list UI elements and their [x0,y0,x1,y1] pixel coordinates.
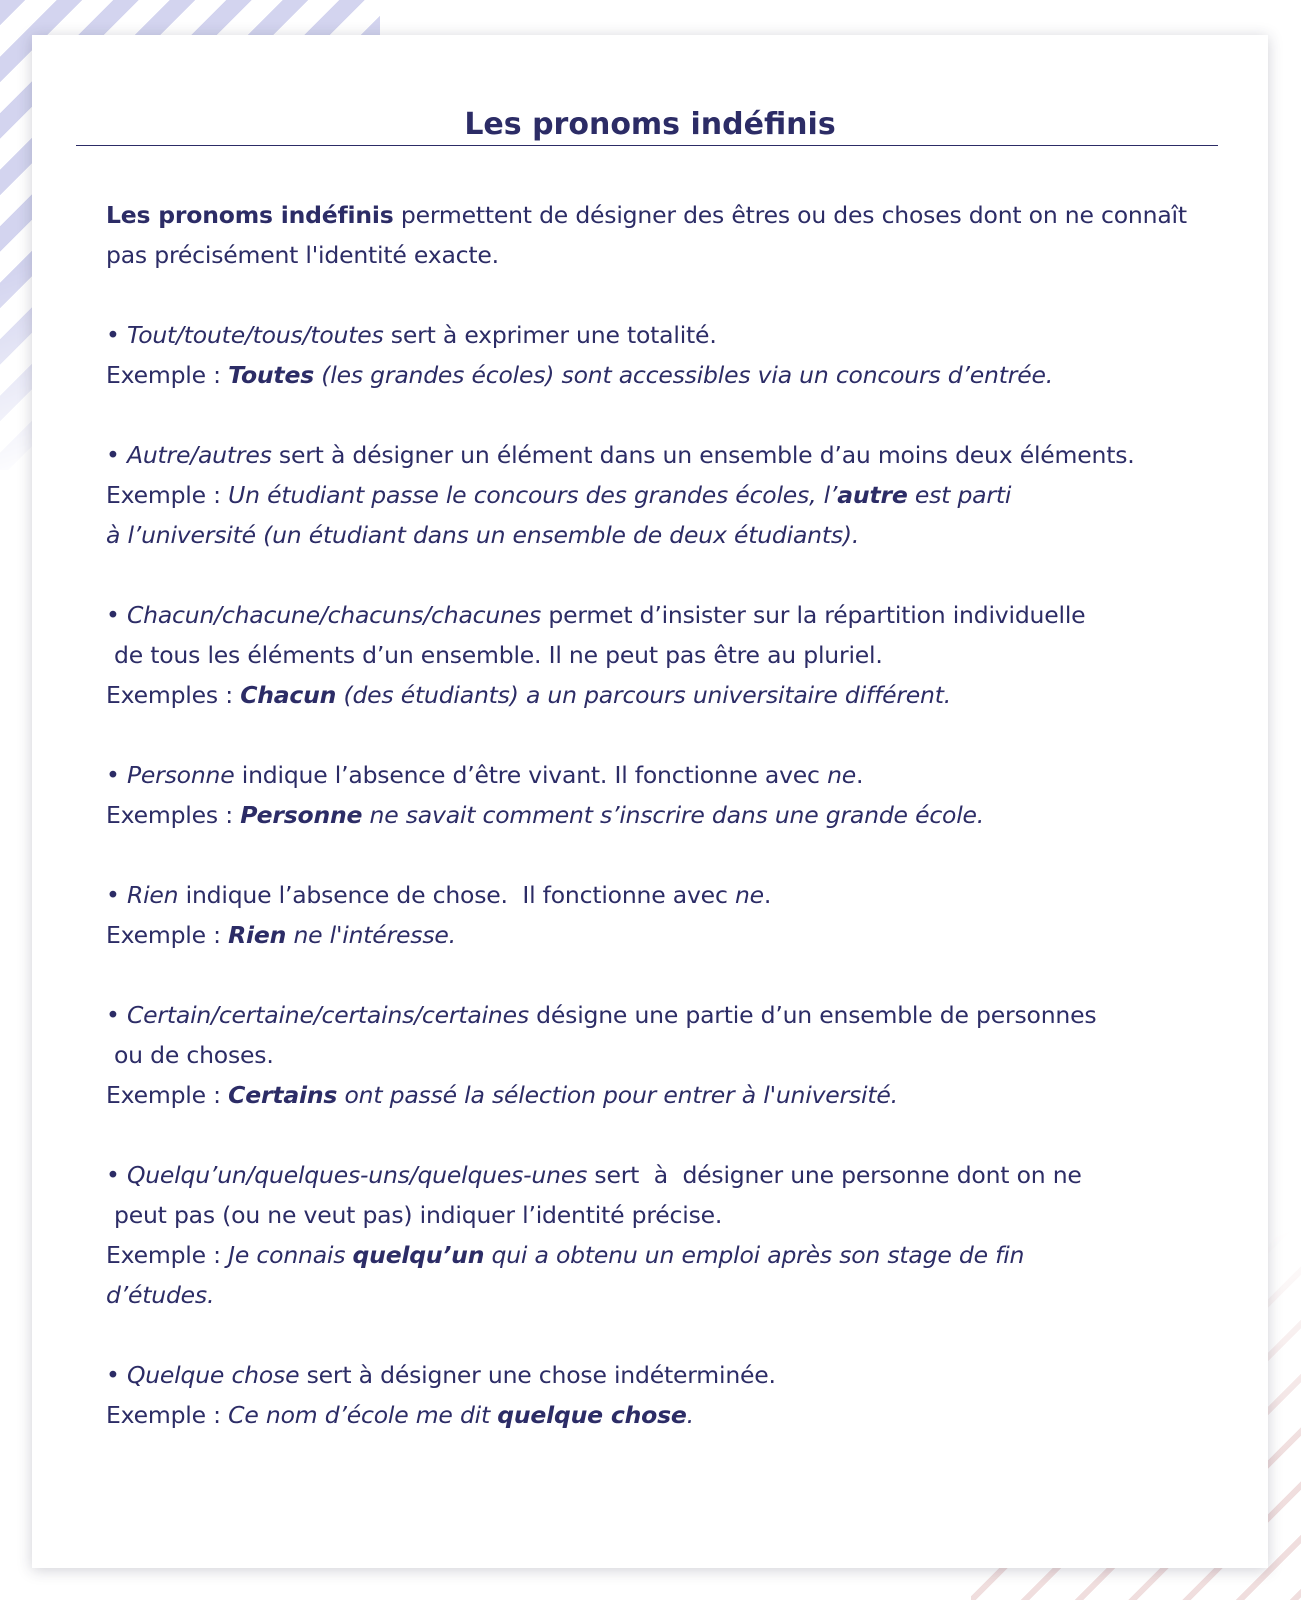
example-keyword: autre [837,481,908,509]
bullet: • [106,1361,127,1389]
pronoun-entry-quelque-chose [106,1355,1226,1435]
example-keyword: quelqu’un [352,1241,485,1269]
example-text: (les grandes écoles) sont accessibles via un concours d’entrée. [314,361,1053,389]
example-keyword: Personne [240,801,363,829]
pronoun-term: Quelqu’un/quelques-uns/quelques-unes [126,1161,588,1189]
pronoun-term: Certain/certaine/certains/certaines [126,1001,529,1029]
intro-paragraph [106,195,1226,275]
example-label: Exemple : [106,1241,229,1269]
example-label: Exemple : [106,361,229,389]
description-end: . [856,761,864,789]
pronoun-term: Personne [126,761,235,789]
pronoun-description: sert à désigner un élément dans un ensemble d’au moins deux éléments. [271,441,1135,469]
example-label: Exemple : [106,1081,229,1109]
example-text: est parti [907,481,1012,509]
pronoun-description: indique l’absence de chose. Il fonctionne avec [178,881,735,909]
pronoun-description: sert à exprimer une totalité. [383,321,717,349]
intro-text: permettent de désigner des êtres ou des choses dont on ne connaît pas précisément l'identité exacte. [106,201,1187,269]
pronoun-term: Tout/toute/tous/toutes [126,321,384,349]
description-end: . [763,881,772,909]
example-label: Exemple : [106,481,229,509]
pronoun-entry-tout [106,315,1226,395]
page-title: Les pronoms indéfinis [464,107,836,142]
example-text: qui a obtenu un emploi après son stage de fin [484,1241,1025,1269]
example-label: Exemple : [106,1401,229,1429]
description-emphasis: ne [827,761,857,789]
example-text-pre: Je connais [228,1241,353,1269]
example-text-line2: à l’université (un étudiant dans un ensemble de deux étudiants). [106,521,860,549]
example-text-pre: Un étudiant passe le concours des grandes écoles, l’ [228,481,838,509]
description-emphasis: ne [734,881,764,909]
pronoun-entry-certain [106,995,1226,1115]
pronoun-description-line2: peut pas (ou ne veut pas) indiquer l’identité précise. [114,1201,723,1229]
bullet: • [106,1161,127,1189]
bullet: • [106,761,127,789]
pronoun-description-line2: ou de choses. [114,1041,274,1069]
pronoun-term: Chacun/chacune/chacuns/chacunes [126,601,542,629]
example-text: . [686,1401,694,1429]
pronoun-description: désigne une partie d’un ensemble de personnes [528,1001,1097,1029]
example-text: ne savait comment s’inscrire dans une grande école. [362,801,985,829]
example-text-pre: Ce nom d’école me dit [228,1401,498,1429]
example-keyword: Toutes [228,361,314,389]
example-label: Exemple : [106,921,229,949]
pronoun-entry-autre [106,435,1226,555]
intro-term: Les pronoms indéfinis [106,201,394,229]
bullet: • [106,601,127,629]
example-text: (des étudiants) a un parcours universitaire différent. [336,681,952,709]
example-label: Exemples : [106,801,241,829]
pronoun-description: sert à désigner une chose indéterminée. [299,1361,776,1389]
content-card [32,35,1268,1568]
pronoun-entry-chacun [106,595,1226,715]
bullet: • [106,881,127,909]
example-text-line2: d’études. [106,1281,215,1309]
pronoun-term: Rien [126,881,179,909]
example-label: Exemples : [106,681,241,709]
bullet: • [106,1001,127,1029]
pronoun-description: indique l’absence d’être vivant. Il fonctionne avec [234,761,828,789]
example-keyword: Chacun [240,681,337,709]
example-keyword: Certains [228,1081,338,1109]
bullet: • [106,321,127,349]
bullet: • [106,441,127,469]
example-text: ne l'intéresse. [286,921,456,949]
example-keyword: Rien [228,921,287,949]
pronoun-entry-quelquun [106,1155,1226,1315]
pronoun-description-line2: de tous les éléments d’un ensemble. Il ne peut pas être au pluriel. [114,641,883,669]
pronoun-entry-personne [106,755,1226,835]
pronoun-entry-rien [106,875,1226,955]
example-keyword: quelque chose [497,1401,687,1429]
pronoun-term: Autre/autres [126,441,272,469]
example-text: ont passé la sélection pour entrer à l'université. [337,1081,898,1109]
pronoun-description: sert à désigner une personne dont on ne [587,1161,1082,1189]
document-body [106,195,1226,1475]
pronoun-description: permet d’insister sur la répartition individuelle [541,601,1086,629]
pronoun-term: Quelque chose [126,1361,300,1389]
title-divider [76,145,1218,146]
